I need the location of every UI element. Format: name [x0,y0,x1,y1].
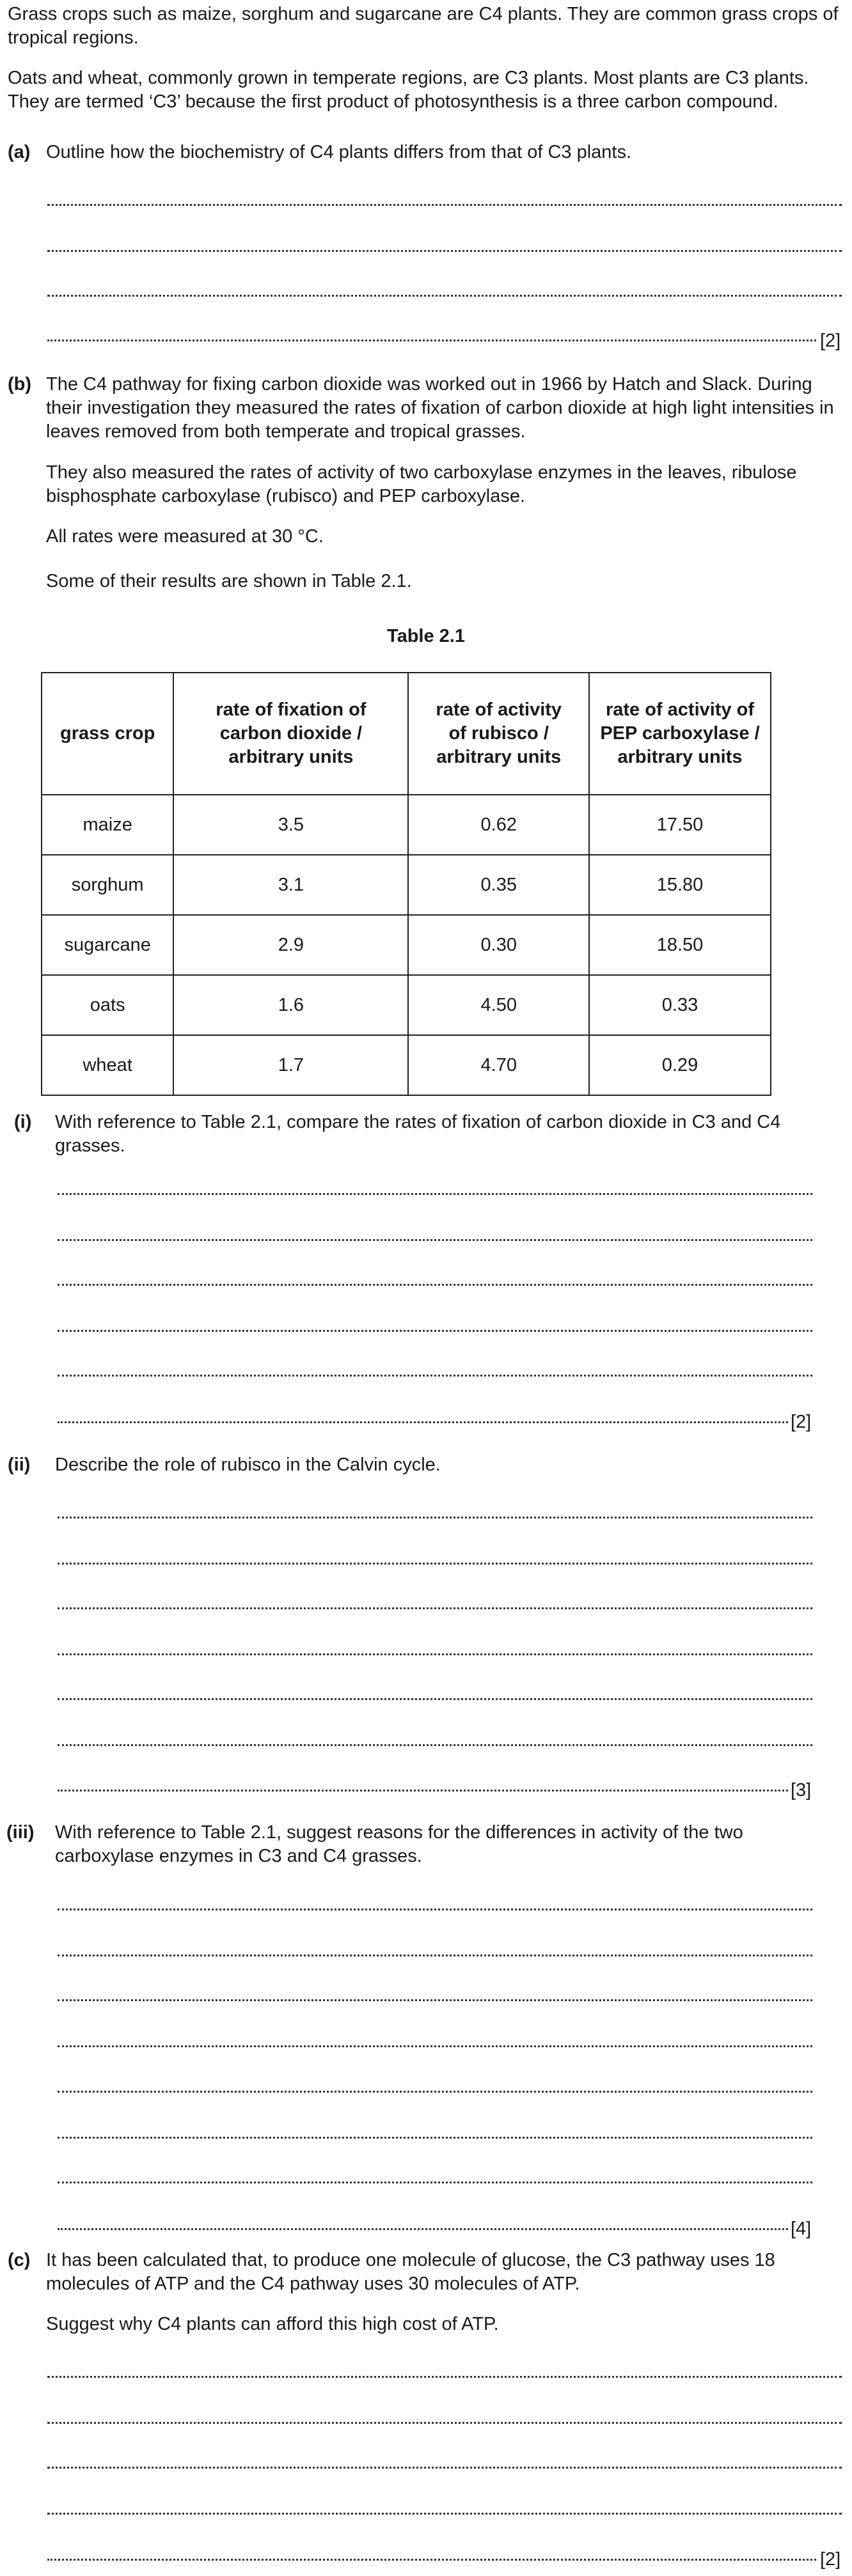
table-cell: sugarcane [42,915,173,975]
answer-line[interactable] [47,290,842,297]
table-cell: 0.30 [408,915,589,975]
table-row [42,1035,771,1095]
intro-paragraph-2: Oats and wheat, commonly grown in temperate regions, are C3 plants. Most plants are C3 plants. They are termed ‘C3’ because the first product of photosynthesis is a three carbon compound. [8,68,809,112]
answer-line[interactable] [58,2040,812,2047]
table-cell: 15.80 [589,855,771,915]
answer-line[interactable] [58,1739,812,1746]
question-b-paragraph-1: The C4 pathway for fixing carbon dioxide was worked out in 1966 by Hatch and Slack. During their investigation they measured the rates of fixation of carbon dioxide at high light intensities in leaves removed from both temperate and tropical grasses. [46,374,834,442]
table-cell: 17.50 [589,795,771,855]
question-a-marks: [2] [820,331,841,351]
table-header-row [42,673,771,795]
question-b-paragraph-3: All rates were measured at 30 °C. [46,526,324,547]
answer-line[interactable] [58,2132,812,2139]
question-a-text: Outline how the biochemistry of C4 plants differs from that of C3 plants. [46,142,632,162]
table-cell: 1.6 [173,975,408,1035]
table-cell: maize [42,795,173,855]
question-b-paragraph-2: They also measured the rates of activity of two carboxylase enzymes in the leaves, ribulose bisphosphate carboxylase (rubisco) and PEP carboxylase. [46,462,797,506]
table-header-cell: rate of activity of PEP carboxylase / arbitrary units [589,673,771,795]
question-b-iii-marks: [4] [791,2219,812,2239]
question-b-ii-marks: [3] [791,1780,812,1800]
question-c-paragraph-2: Suggest why C4 plants can afford this high cost of ATP. [46,2314,499,2334]
answer-line[interactable] [47,199,842,206]
answer-line[interactable] [47,2417,842,2424]
answer-line[interactable] [58,1416,788,1423]
table-header-cell: rate of fixation of carbon dioxide / arbitrary units [173,673,408,795]
question-b-i-label: (i) [14,1112,32,1132]
answer-line[interactable] [58,1602,812,1609]
answer-line[interactable] [58,2176,812,2183]
answer-line[interactable] [58,2086,812,2093]
table-cell: 4.50 [408,975,589,1035]
question-b-iii-text: With reference to Table 2.1, suggest reasons for the differences in activity of the two carboxylase enzymes in C3 and C4 grasses. [55,1822,743,1866]
table-caption: Table 2.1 [387,626,465,646]
answer-line[interactable] [47,2462,842,2469]
answer-line[interactable] [47,245,842,252]
table-cell: 3.1 [173,855,408,915]
answer-line[interactable] [58,1188,812,1195]
question-b-label: (b) [8,374,32,394]
table-row [42,975,771,1035]
answer-line[interactable] [47,334,816,341]
intro-paragraph-1: Grass crops such as maize, sorghum and sugarcane are C4 plants. They are common grass crops of tropical regions. [8,4,839,48]
answer-line[interactable] [58,1903,812,1910]
answer-line[interactable] [47,2508,842,2515]
answer-line[interactable] [58,1994,812,2001]
table-cell: 18.50 [589,915,771,975]
table-row [42,795,771,855]
question-c-label: (c) [8,2250,31,2270]
table-cell: 1.7 [173,1035,408,1095]
answer-line[interactable] [58,1511,812,1518]
question-b-i-marks: [2] [791,1412,812,1432]
table-cell: 0.62 [408,795,589,855]
question-b-paragraph-4: Some of their results are shown in Table 2.1. [46,571,412,591]
table-cell: 3.5 [173,795,408,855]
question-a-label: (a) [8,142,31,162]
question-c-marks: [2] [820,2549,841,2570]
table-cell: 4.70 [408,1035,589,1095]
table-cell: 0.35 [408,855,589,915]
answer-line[interactable] [58,1279,812,1286]
table-row [42,855,771,915]
table-header-cell: grass crop [42,673,173,795]
answer-line[interactable] [58,1325,812,1332]
table-cell: sorghum [42,855,173,915]
table-cell: oats [42,975,173,1035]
table-cell: 0.29 [589,1035,771,1095]
table-cell: wheat [42,1035,173,1095]
table-row [42,915,771,975]
answer-line[interactable] [58,1784,788,1791]
question-b-ii-label: (ii) [8,1455,31,1475]
answer-line[interactable] [58,1693,812,1700]
answer-line[interactable] [47,2554,816,2561]
answer-line[interactable] [47,2371,842,2378]
answer-line[interactable] [58,2223,788,2230]
answer-line[interactable] [58,1557,812,1565]
answer-line[interactable] [58,1648,812,1655]
answer-line[interactable] [58,1370,812,1377]
table-cell: 2.9 [173,915,408,975]
question-b-i-text: With reference to Table 2.1, compare the rates of fixation of carbon dioxide in C3 and C4 grasses. [55,1112,781,1156]
question-c-paragraph-1: It has been calculated that, to produce one molecule of glucose, the C3 pathway uses 18 molecules of ATP and the C4 pathway uses 30 molecules of ATP. [46,2250,775,2294]
answer-line[interactable] [58,1234,812,1241]
table-header-cell: rate of activity of rubisco / arbitrary units [408,673,589,795]
table-cell: 0.33 [589,975,771,1035]
question-b-ii-text: Describe the role of rubisco in the Calvin cycle. [55,1455,441,1475]
results-table [41,672,771,1096]
question-b-iii-label: (iii) [6,1822,35,1843]
answer-line[interactable] [58,1949,812,1956]
